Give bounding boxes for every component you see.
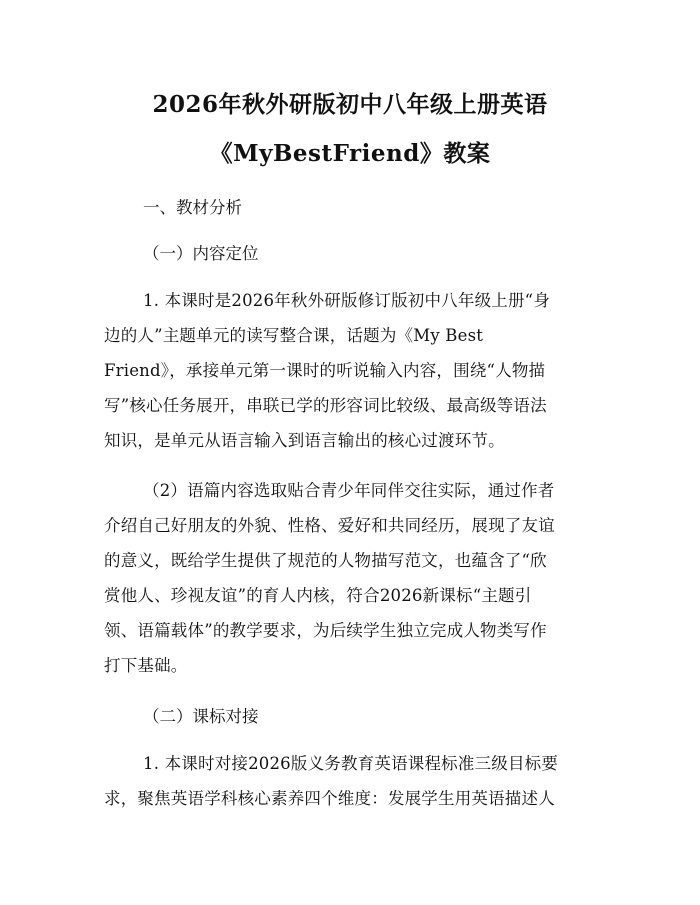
subsection-heading-curriculum-standards: （二）课标对接 [143,707,259,726]
paragraph-line: Friend》，承接单元第一课时的听说输入内容，围绕“人物描 [104,361,546,380]
paragraph-line: 的意义，既给学生提供了规范的人物描写范文，也蕴含了“欣 [104,551,547,570]
paragraph-line: 介绍自己好朋友的外貌、性格、爱好和共同经历，展现了友谊 [104,516,555,535]
paragraph-line: 写”核心任务展开，串联已学的形容词比较级、最高级等语法 [104,396,547,415]
paragraph-line: 1. 本课时是2026年秋外研版修订版初中八年级上册“身 [143,291,551,310]
paragraph-line: 求，聚焦英语学科核心素养四个维度：发展学生用英语描述人 [104,789,555,808]
paragraph-line: 边的人”主题单元的读写整合课，话题为《My Best [104,326,484,345]
paragraph-line: （2）语篇内容选取贴合青少年同伴交往实际，通过作者 [143,481,555,500]
section-heading-textbook-analysis: 一、教材分析 [143,198,242,217]
document-title-line-2: 《MyBestFriend》教案 [209,140,491,167]
paragraph-line: 领、语篇载体”的教学要求，为后续学生独立完成人物类写作 [104,621,547,640]
paragraph-line: 知识，是单元从语言输入到语言输出的核心过渡环节。 [104,431,505,450]
subsection-heading-content-positioning: （一）内容定位 [143,244,259,263]
paragraph-line: 1. 本课时对接2026版义务教育英语课程标准三级目标要 [143,754,559,773]
document-title-line-1: 2026年秋外研版初中八年级上册英语 [152,91,548,118]
paragraph-line: 打下基础。 [104,656,188,675]
paragraph-line: 赏他人、珍视友谊”的育人内核，符合2026新课标“主题引 [104,586,532,605]
